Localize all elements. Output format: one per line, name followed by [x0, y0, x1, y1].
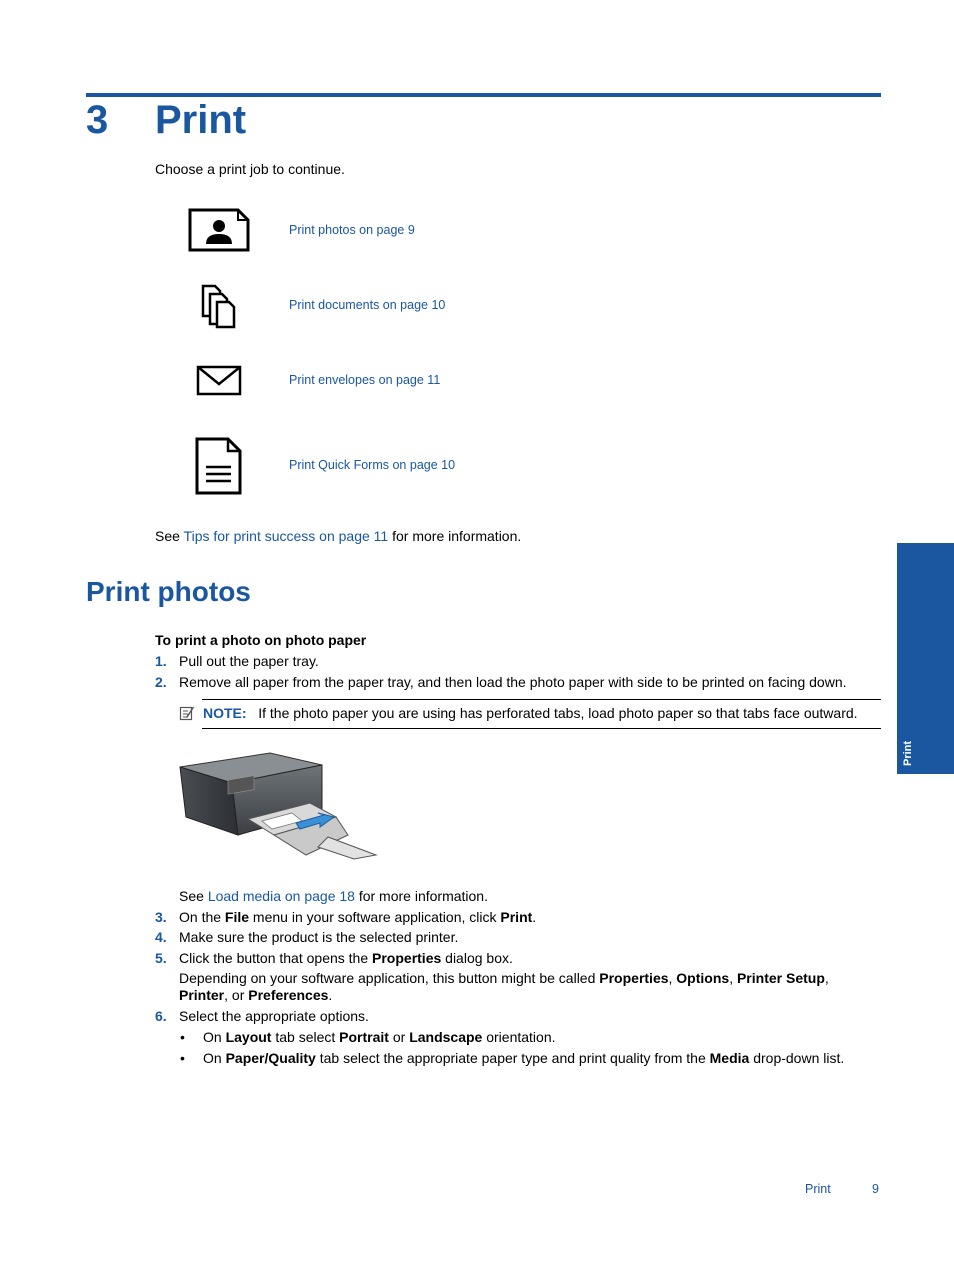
- job-link-quick-forms[interactable]: Print Quick Forms on page 10: [289, 458, 456, 472]
- documents-icon: [188, 283, 250, 329]
- bullet-marker: •: [180, 1050, 185, 1066]
- note-text: If the photo paper you are using has perforated tabs, load photo paper so that tabs face outward.: [258, 705, 858, 721]
- step-text: Select the appropriate options.: [179, 1008, 369, 1024]
- job-link-envelopes[interactable]: Print envelopes on page 11: [289, 373, 441, 387]
- note-label: NOTE:: [203, 705, 247, 721]
- step-number: 6.: [155, 1008, 167, 1024]
- chapter-title: Print: [155, 98, 247, 142]
- step-number: 1.: [155, 653, 167, 669]
- printer-illustration: [178, 751, 380, 868]
- step-number: 5.: [155, 950, 167, 966]
- bullet-text: On Layout tab select Portrait or Landscape orientation.: [203, 1029, 556, 1045]
- side-tab: Print: [897, 543, 954, 774]
- bullet-marker: •: [180, 1029, 185, 1045]
- tips-link[interactable]: Tips for print success on page 11: [183, 528, 389, 544]
- step-text: On the File menu in your software application, click Print.: [179, 909, 537, 925]
- step-text: Pull out the paper tray.: [179, 653, 319, 669]
- step-number: 2.: [155, 674, 167, 690]
- step-text: Click the button that opens the Properties dialog box.: [179, 950, 513, 966]
- intro-text: Choose a print job to continue.: [155, 161, 345, 177]
- quick-form-icon: [188, 436, 250, 496]
- step-text: Remove all paper from the paper tray, and then load the photo paper with side to be printed on facing down.: [179, 674, 847, 690]
- section-title: Print photos: [86, 576, 251, 607]
- note-text-line: [203, 705, 858, 722]
- load-media-link[interactable]: Load media on page 18: [207, 888, 355, 904]
- envelope-icon: [188, 365, 250, 397]
- footer-section: Print: [805, 1182, 831, 1196]
- chapter-number: 3: [86, 98, 109, 142]
- job-link-photos[interactable]: Print photos on page 9: [289, 223, 415, 237]
- step-number: 3.: [155, 909, 167, 925]
- footer-page-number: 9: [872, 1182, 879, 1196]
- photo-icon: [188, 208, 250, 252]
- procedure-title: To print a photo on photo paper: [155, 632, 367, 648]
- note-icon: [179, 705, 195, 726]
- chapter-rule: [86, 93, 881, 97]
- step-number: 4.: [155, 929, 167, 945]
- bullet-text: On Paper/Quality tab select the appropriate paper type and print quality from the Media drop-down list.: [203, 1050, 845, 1066]
- job-link-documents[interactable]: Print documents on page 10: [289, 298, 446, 312]
- step-text: Make sure the product is the selected printer.: [179, 929, 459, 945]
- step-detail: Depending on your software application, this button might be called Properties, Options, Printer Setup, Printer, or Preferences.: [179, 970, 829, 1003]
- see-load-line: See Load media on page 18 for more information.: [179, 888, 488, 904]
- see-tips-line: See Tips for print success on page 11 for more information.: [155, 528, 522, 544]
